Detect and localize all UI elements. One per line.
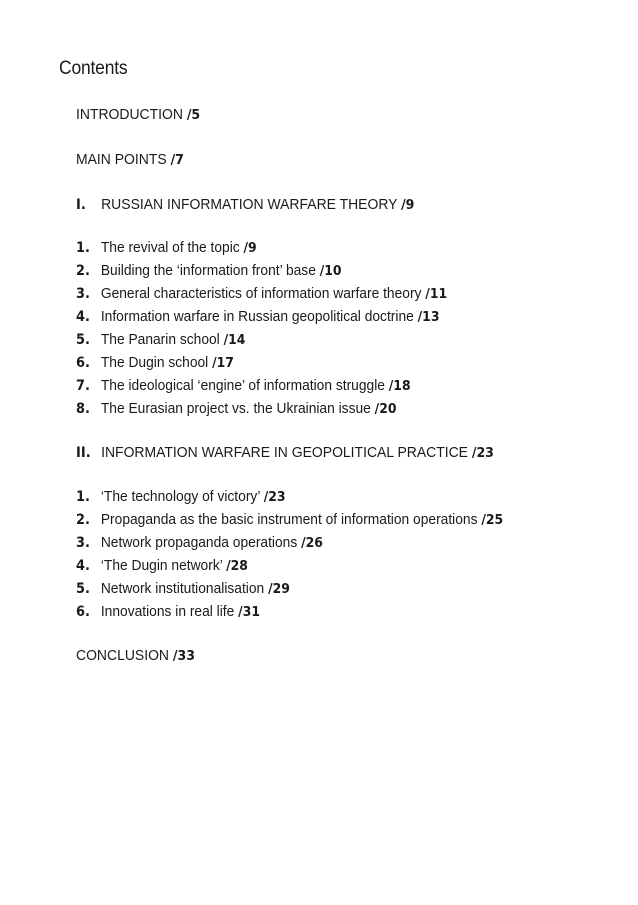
- part-label: RUSSIAN INFORMATION WARFARE THEORY: [101, 196, 398, 213]
- toc-item[interactable]: [76, 354, 234, 372]
- item-page: /18: [388, 378, 411, 394]
- item-page: /9: [243, 240, 257, 256]
- toc-entry-conclusion[interactable]: [76, 647, 195, 665]
- item-page: /13: [417, 309, 440, 325]
- item-page: /17: [212, 355, 234, 371]
- item-page: /31: [238, 604, 260, 620]
- toc-entry-introduction[interactable]: [76, 106, 200, 124]
- entry-label: MAIN POINTS: [76, 151, 167, 168]
- item-page: /11: [425, 286, 448, 302]
- toc-item[interactable]: [76, 557, 248, 575]
- item-number: 5.: [76, 581, 90, 597]
- item-number: 4.: [76, 558, 90, 574]
- part-label: INFORMATION WARFARE IN GEOPOLITICAL PRACTICE: [101, 444, 468, 461]
- item-number: 7.: [76, 378, 90, 394]
- item-page: /25: [481, 512, 504, 528]
- toc-item[interactable]: [76, 262, 342, 280]
- item-label: Propaganda as the basic instrument of information operations: [100, 511, 478, 528]
- toc-part-2[interactable]: [76, 444, 494, 462]
- toc-part-1[interactable]: [76, 196, 414, 214]
- item-label: Information warfare in Russian geopolitical doctrine: [100, 308, 414, 325]
- item-number: 2.: [76, 263, 90, 279]
- toc-item[interactable]: [76, 239, 257, 257]
- toc-entry-main-points[interactable]: [76, 151, 184, 169]
- toc-item[interactable]: [76, 377, 411, 395]
- toc-item[interactable]: [76, 400, 397, 418]
- entry-page: /33: [172, 648, 195, 664]
- item-number: 1.: [76, 489, 90, 505]
- part-number: II.: [76, 445, 91, 461]
- item-label: The ideological ‘engine’ of information struggle: [100, 377, 385, 394]
- toc-item[interactable]: [76, 331, 245, 349]
- item-label: ‘The Dugin network’: [100, 557, 223, 574]
- item-number: 3.: [76, 286, 90, 302]
- item-page: /29: [268, 581, 290, 597]
- item-label: The revival of the topic: [100, 239, 240, 256]
- toc-item[interactable]: [76, 603, 260, 621]
- item-label: General characteristics of information warfare theory: [100, 285, 422, 302]
- item-label: Innovations in real life: [100, 603, 235, 620]
- item-number: 3.: [76, 535, 90, 551]
- item-page: /28: [226, 558, 248, 574]
- item-page: /14: [223, 332, 246, 348]
- toc-item[interactable]: [76, 308, 439, 326]
- item-label: Network institutionalisation: [100, 580, 265, 597]
- item-page: /10: [319, 263, 342, 279]
- item-label: The Dugin school: [100, 354, 209, 371]
- entry-label: CONCLUSION: [76, 647, 170, 664]
- item-number: 8.: [76, 401, 90, 417]
- entry-page: /7: [170, 152, 184, 168]
- item-label: The Panarin school: [100, 331, 220, 348]
- item-number: 6.: [76, 355, 90, 371]
- item-page: /26: [301, 535, 323, 551]
- item-number: 2.: [76, 512, 90, 528]
- item-label: ‘The technology of victory’: [100, 488, 260, 505]
- item-label: Network propaganda operations: [100, 534, 298, 551]
- toc-item[interactable]: [76, 285, 447, 303]
- item-number: 6.: [76, 604, 90, 620]
- item-number: 1.: [76, 240, 90, 256]
- contents-title: Contents: [59, 58, 128, 79]
- item-number: 4.: [76, 309, 90, 325]
- item-label: Building the ‘information front’ base: [100, 262, 316, 279]
- toc-item[interactable]: [76, 534, 323, 552]
- entry-label: INTRODUCTION: [76, 106, 183, 123]
- part-number: I.: [76, 197, 86, 213]
- toc-item[interactable]: [76, 488, 286, 506]
- entry-page: /5: [186, 107, 201, 123]
- item-page: /20: [374, 401, 397, 417]
- item-number: 5.: [76, 332, 90, 348]
- part-page: /9: [401, 197, 415, 213]
- toc-item[interactable]: [76, 511, 503, 529]
- part-page: /23: [471, 445, 494, 461]
- item-page: /23: [263, 489, 286, 505]
- toc-item[interactable]: [76, 580, 290, 598]
- item-label: The Eurasian project vs. the Ukrainian issue: [100, 400, 371, 417]
